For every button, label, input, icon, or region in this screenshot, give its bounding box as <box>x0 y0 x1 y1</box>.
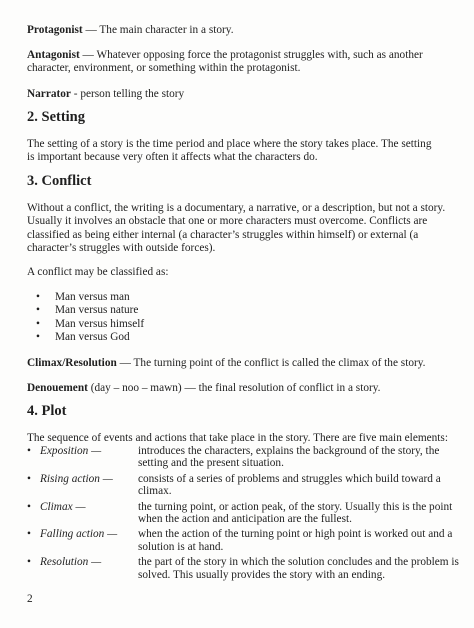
page-number: 2 <box>27 593 33 605</box>
term-antagonist: Antagonist <box>27 49 80 61</box>
list-item: • Man versus nature <box>36 304 144 317</box>
term-climax: Climax — <box>40 500 86 513</box>
conflict-type-list <box>36 291 144 345</box>
setting-body: The setting of a story is the time period and place where the story takes place. The setting is important because very often it affects what the characters do. <box>27 138 432 164</box>
climax-resolution-definition: Climax/Resolution — The turning point of the conflict is called the climax of the story. <box>27 357 426 369</box>
term-denouement: Denouement <box>27 382 88 394</box>
term-rising-action: Rising action — <box>40 472 113 485</box>
antagonist-text: Whatever opposing force the protagonist struggles with, such as another character, environment, or something within the protagonist. <box>27 49 423 75</box>
plot-element-rising-action: • Rising action — consists of a series of problems and struggles which build toward a climax. <box>27 473 467 498</box>
plot-element-climax: • Climax — the turning point, or action peak, of the story. Usually this is the point when the action and anticipation are the fullest. <box>27 501 467 526</box>
plot-element-exposition: • Exposition — introduces the characters, explains the background of the story, the setting and the present situation. <box>27 445 467 470</box>
protagonist-text: The main character in a story. <box>99 24 234 36</box>
term-falling-action: Falling action — <box>40 528 118 541</box>
term-narrator: Narrator <box>27 88 71 100</box>
plot-element-resolution: • Resolution — the part of the story in which the solution concludes and the problem is solved. This usually provides the story with an ending. <box>27 556 467 581</box>
term-climax-resolution: Climax/Resolution <box>27 357 117 369</box>
climax-text: the turning point, or action peak, of the story. Usually this is the point when the action and anticipation are the fullest. <box>138 500 453 526</box>
heading-setting: 2. Setting <box>27 109 85 125</box>
plot-elements-list <box>27 445 467 584</box>
term-protagonist: Protagonist <box>27 24 83 36</box>
list-item: • Man versus man <box>36 291 144 304</box>
plot-intro: The sequence of events and actions that take place in the story. There are five main elements: <box>27 432 448 444</box>
list-item: • Man versus God <box>36 331 144 344</box>
heading-conflict: 3. Conflict <box>27 173 92 189</box>
narrator-text: person telling the story <box>80 88 185 100</box>
term-exposition: Exposition — <box>40 445 102 457</box>
term-resolution: Resolution — <box>40 556 102 569</box>
exposition-text: introduces the characters, explains the background of the story, the setting and the present situation. <box>138 445 440 470</box>
denouement-pronunciation: (day – noo – mawn) <box>87 382 182 394</box>
climax-resolution-text: The turning point of the conflict is called the climax of the story. <box>133 357 426 369</box>
protagonist-definition: Protagonist — The main character in a story. <box>27 24 234 36</box>
antagonist-definition: Antagonist — Whatever opposing force the protagonist struggles with, such as another character, environment, or something within the protagonist. <box>27 49 423 75</box>
list-item: • Man versus himself <box>36 318 144 331</box>
denouement-text: the final resolution of conflict in a story. <box>198 382 381 394</box>
narrator-definition: Narrator - person telling the story <box>27 88 185 100</box>
denouement-definition: Denouement (day – noo – mawn) — the final resolution of conflict in a story. <box>27 382 381 394</box>
falling-action-text: when the action of the turning point or high point is worked out and a solution is at hand. <box>138 528 453 553</box>
resolution-text: the part of the story in which the solution concludes and the problem is solved. This usually provides the story with an ending. <box>138 556 459 581</box>
plot-element-falling-action: • Falling action — when the action of the turning point or high point is worked out and a solution is at hand. <box>27 528 467 553</box>
rising-action-text: consists of a series of problems and struggles which build toward a climax. <box>138 472 441 498</box>
conflict-body: Without a conflict, the writing is a documentary, a narrative, or a description, but not a story. Usually it involves an obstacle that one or more characters must overcome. Conflicts are classified as being either internal (a character’s struggles within himself) or external (a character’s struggles with outside forces). <box>27 202 446 255</box>
conflict-intro: A conflict may be classified as: <box>27 266 169 278</box>
heading-plot: 4. Plot <box>27 403 67 419</box>
